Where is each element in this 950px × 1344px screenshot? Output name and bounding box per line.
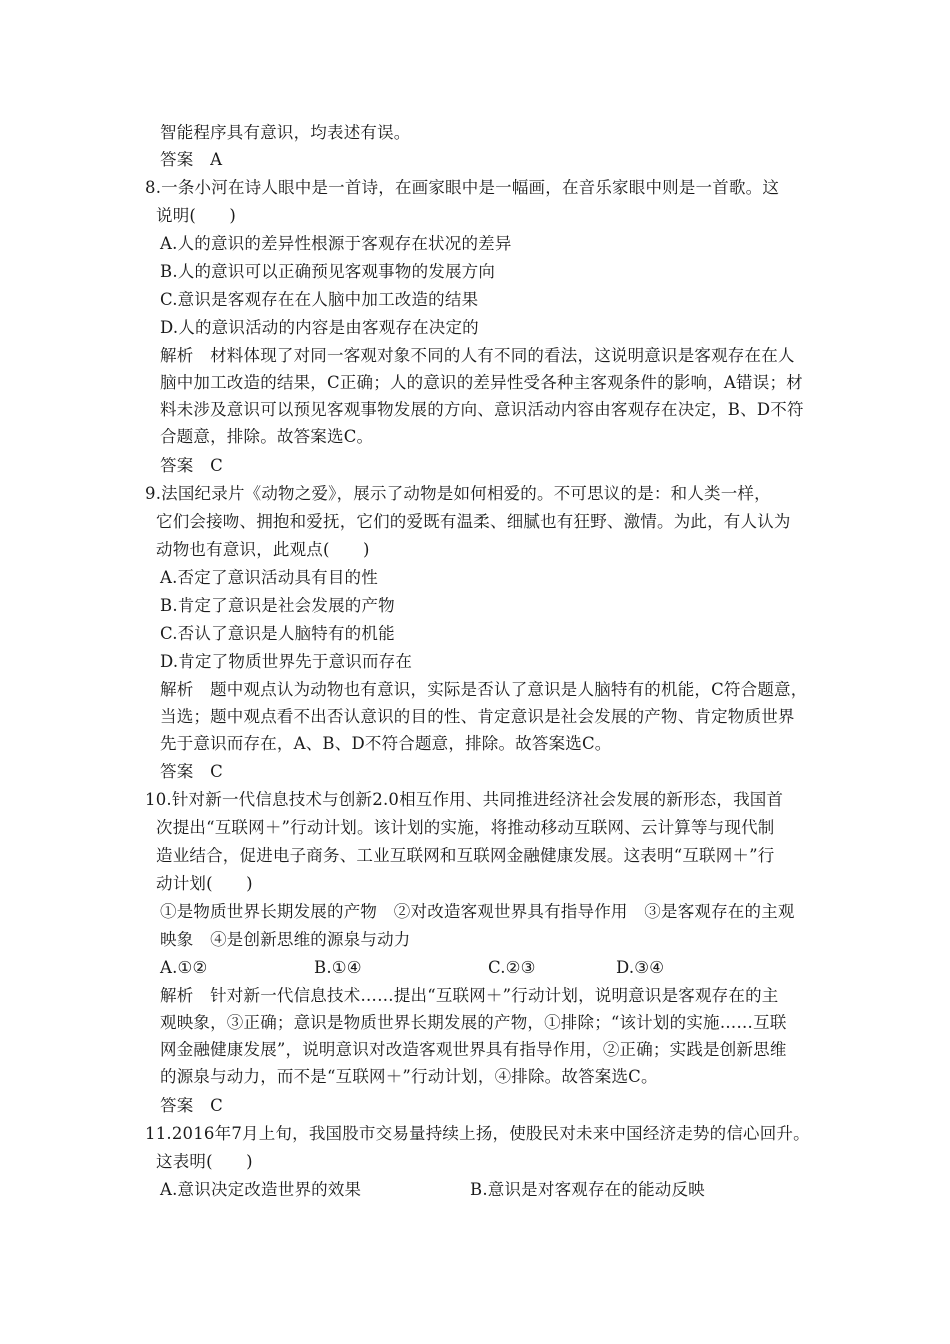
option-b: B.意识是对客观存在的能动反映: [470, 1180, 705, 1199]
question-8-stem: 8.一条小河在诗人眼中是一首诗，在画家眼中是一幅画，在音乐家眼中则是一首歌。这: [145, 178, 780, 197]
answer-line: 答案 A: [160, 150, 223, 169]
question-11-stem-cont: 这表明( ): [156, 1152, 253, 1171]
question-9-stem-cont: 动物也有意识，此观点( ): [156, 540, 370, 559]
analysis-line: 的源泉与动力，而不是“互联网＋”行动计划，④排除。故答案选C。: [160, 1067, 658, 1086]
answer-line: 答案 C: [160, 1096, 223, 1115]
statement-line: 映象 ④是创新思维的源泉与动力: [160, 930, 411, 949]
option-a: A.①②: [160, 958, 208, 977]
analysis-line: 解析 材料体现了对同一客观对象不同的人有不同的看法，这说明意识是客观存在在人: [160, 346, 795, 365]
option-a: A.意识决定改造世界的效果: [160, 1180, 362, 1199]
question-10-stem-cont: 动计划( ): [156, 874, 253, 893]
question-10-stem-cont: 造业结合，促进电子商务、工业互联网和互联网金融健康发展。这表明“互联网＋”行: [156, 846, 775, 865]
analysis-line: 脑中加工改造的结果，C正确；人的意识的差异性受各种主客观条件的影响，A错误；材: [160, 373, 803, 392]
option-b: B.肯定了意识是社会发展的产物: [160, 596, 395, 615]
analysis-line: 当选；题中观点看不出否认意识的目的性、肯定意识是社会发展的产物、肯定物质世界: [160, 707, 795, 726]
option-a: A.人的意识的差异性根源于客观存在状况的差异: [160, 234, 512, 253]
option-d: D.人的意识活动的内容是由客观存在决定的: [160, 318, 479, 337]
analysis-line: 观映象，③正确；意识是物质世界长期发展的产物，①排除；“该计划的实施……互联: [160, 1013, 787, 1032]
question-8-stem-cont: 说明( ): [156, 206, 237, 225]
option-b: B.人的意识可以正确预见客观事物的发展方向: [160, 262, 496, 281]
analysis-line: 料未涉及意识可以预见客观事物发展的方向、意识活动内容由客观存在决定，B、D不符: [160, 400, 804, 419]
text-line: 智能程序具有意识，均表述有误。: [160, 123, 411, 142]
analysis-line: 先于意识而存在，A、B、D不符合题意，排除。故答案选C。: [160, 734, 612, 753]
option-c: C.否认了意识是人脑特有的机能: [160, 624, 395, 643]
analysis-line: 网金融健康发展”，说明意识对改造客观世界具有指导作用，②正确；实践是创新思维: [160, 1040, 787, 1059]
analysis-line: 合题意，排除。故答案选C。: [160, 427, 374, 446]
analysis-line: 解析 针对新一代信息技术……提出“互联网＋”行动计划，说明意识是客观存在的主: [160, 986, 779, 1005]
option-a: A.否定了意识活动具有目的性: [160, 568, 378, 587]
question-10-stem-cont: 次提出“互联网＋”行动计划。该计划的实施，将推动移动互联网、云计算等与现代制: [156, 818, 775, 837]
question-10-stem: 10.针对新一代信息技术与创新2.0相互作用、共同推进经济社会发展的新形态，我国首: [145, 790, 784, 809]
analysis-line: 解析 题中观点认为动物也有意识，实际是否认了意识是人脑特有的机能，C符合题意，: [160, 680, 808, 699]
option-d: D.肯定了物质世界先于意识而存在: [160, 652, 413, 671]
option-b: B.①④: [314, 958, 362, 977]
question-11-stem: 11.2016年7月上旬，我国股市交易量持续上扬，使股民对未来中国经济走势的信心回升。: [145, 1124, 810, 1143]
answer-line: 答案 C: [160, 456, 223, 475]
answer-line: 答案 C: [160, 762, 223, 781]
question-9-stem-cont: 它们会接吻、拥抱和爱抚，它们的爱既有温柔、细腻也有狂野、激情。为此，有人认为: [156, 512, 791, 531]
option-d: D.③④: [616, 958, 665, 977]
statement-line: ①是物质世界长期发展的产物 ②对改造客观世界具有指导作用 ③是客观存在的主观: [160, 902, 795, 921]
question-9-stem: 9.法国纪录片《动物之爱》，展示了动物是如何相爱的。不可思议的是：和人类一样，: [145, 484, 771, 503]
option-c: C.②③: [488, 958, 536, 977]
option-c: C.意识是客观存在在人脑中加工改造的结果: [160, 290, 479, 309]
